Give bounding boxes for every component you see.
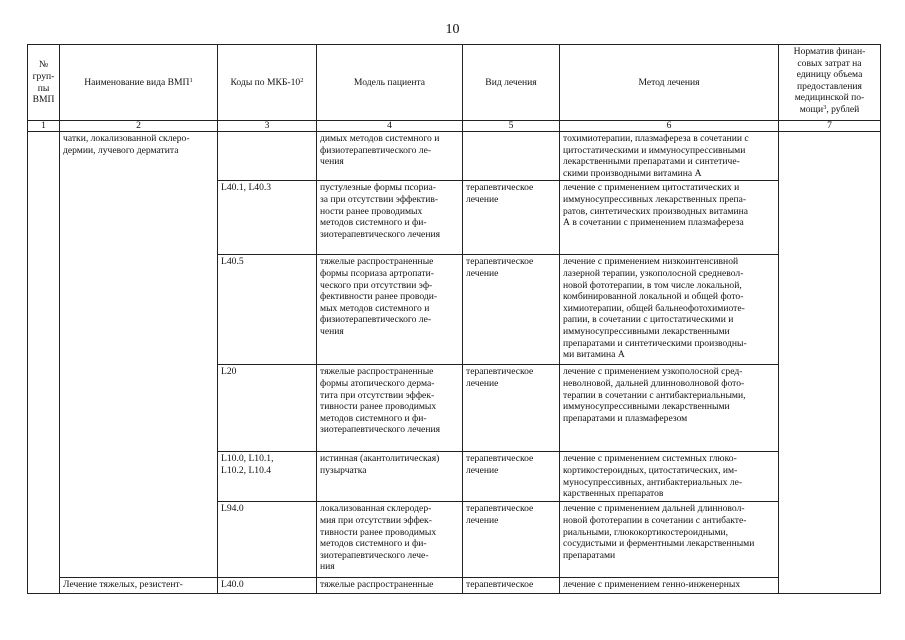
header-patient-model: Модель пациента bbox=[317, 45, 463, 121]
header-treatment-type: Вид лечения bbox=[463, 45, 560, 121]
patient-model-cell: пустулезные формы псориа- за при отсутствии эффектив- ности ранее проводимых методов системного и фи- зиотерапевтического лечения bbox=[317, 181, 463, 255]
patient-model-cell: тяжелые распространенные формы атопического дерма- тита при отсутствии эффек- тивности ранее проводимых методов системного и фи- зиотерапевтического лечения bbox=[317, 365, 463, 452]
icd-codes-cell bbox=[218, 132, 317, 181]
patient-model-cell: локализованная склеродер- мия при отсутствии эффек- тивности ранее проводимых методов системного и фи- зиотерапевтического лече- ния bbox=[317, 502, 463, 578]
treatment-method-cell: лечение с применением цитостатических и иммуносупрессивных лекарственных препа- ратов, синтетических производных витамина А в сочетании с применением плазмафереза bbox=[560, 181, 779, 255]
treatment-type-cell bbox=[463, 132, 560, 181]
icd-codes-cell: L40.5 bbox=[218, 255, 317, 365]
treatment-type-cell: терапевтическое лечение bbox=[463, 502, 560, 578]
icd-codes-cell: L20 bbox=[218, 365, 317, 452]
treatment-method-cell: лечение с применением узкополосной сред- неволновой, дальней длинноволновой фото- терапии в сочетании с антибактериальными, иммуносупрессивными лекарственными препаратами и плазмаферезом bbox=[560, 365, 779, 452]
patient-model-cell: тяжелые распространенные bbox=[317, 578, 463, 594]
vmp-name-cell: Лечение тяжелых, резистент- bbox=[60, 578, 218, 594]
header-treatment-method: Метод лечения bbox=[560, 45, 779, 121]
header-cost-norm: Норматив финан- совых затрат на единицу объема предоставления медицинской по- мощи$^3$, рублей bbox=[779, 45, 881, 121]
table-row bbox=[28, 132, 881, 181]
vmp-table bbox=[27, 44, 881, 594]
treatment-method-cell: лечение с применением генно-инженерных bbox=[560, 578, 779, 594]
column-number: 5 bbox=[463, 121, 560, 132]
treatment-type-cell: терапевтическое лечение bbox=[463, 365, 560, 452]
icd-codes-cell: L94.0 bbox=[218, 502, 317, 578]
header-row bbox=[28, 45, 881, 121]
column-number: 1 bbox=[28, 121, 60, 132]
treatment-type-cell: терапевтическое bbox=[463, 578, 560, 594]
patient-model-cell: тяжелые распространенные формы псориаза артропати- ческого при отсутствии эф- фективности ранее проводи- мых методов системного и физиотерапевтического ле- чения bbox=[317, 255, 463, 365]
treatment-type-cell: терапевтическое лечение bbox=[463, 452, 560, 502]
column-number: 7 bbox=[779, 121, 881, 132]
cost-norm-cell bbox=[779, 132, 881, 594]
patient-model-cell: димых методов системного и физиотерапевтического ле- чения bbox=[317, 132, 463, 181]
patient-model-cell: истинная (акантолитическая) пузырчатка bbox=[317, 452, 463, 502]
group-number-cell bbox=[28, 132, 60, 594]
column-number: 6 bbox=[560, 121, 779, 132]
table-row bbox=[28, 578, 881, 594]
column-number: 4 bbox=[317, 121, 463, 132]
icd-codes-cell: L40.0 bbox=[218, 578, 317, 594]
treatment-type-cell: терапевтическое лечение bbox=[463, 181, 560, 255]
treatment-method-cell: тохимиотерапии, плазмафереза в сочетании с цитостатическими и иммуносупрессивными лекарственными препаратами и синтетиче- скими производными витамина А bbox=[560, 132, 779, 181]
column-number-row bbox=[28, 121, 881, 132]
treatment-method-cell: лечение с применением низкоинтенсивной лазерной терапии, узкополосной средневол- новой фототерапии, в том числе локальной, комбинированной локальной и общей фото- химиотерапии, общей бальнеофотохимиоте- рапии, в сочетании с цитостатическими и иммуносупрессивными лекарственными препаратами и синтетическими производны- ми витамина А bbox=[560, 255, 779, 365]
header-icd-codes: Коды по МКБ-$10^2$ bbox=[218, 45, 317, 121]
treatment-method-cell: лечение с применением системных глюко- кортикостероидных, цитостатических, им- муносупрессивных, антибактериальных ле- карственных препаратов bbox=[560, 452, 779, 502]
header-group-no: № груп- пы ВМП bbox=[28, 45, 60, 121]
icd-codes-cell: L40.1, L40.3 bbox=[218, 181, 317, 255]
treatment-type-cell: терапевтическое лечение bbox=[463, 255, 560, 365]
column-number: 3 bbox=[218, 121, 317, 132]
vmp-name-cell: чатки, локализованной склеро- дермии, лучевого дерматита bbox=[60, 132, 218, 578]
header-vmp-name: Наименование вида ВМП$^1$ bbox=[60, 45, 218, 121]
column-number: 2 bbox=[60, 121, 218, 132]
treatment-method-cell: лечение с применением дальней длинновол- новой фототерапии в сочетании с антибакте- риальными, глюкокортикостероидными, сосудистыми и ферментными лекарственными препаратами bbox=[560, 502, 779, 578]
page-number: 10 bbox=[445, 22, 460, 37]
icd-codes-cell: L10.0, L10.1, L10.2, L10.4 bbox=[218, 452, 317, 502]
